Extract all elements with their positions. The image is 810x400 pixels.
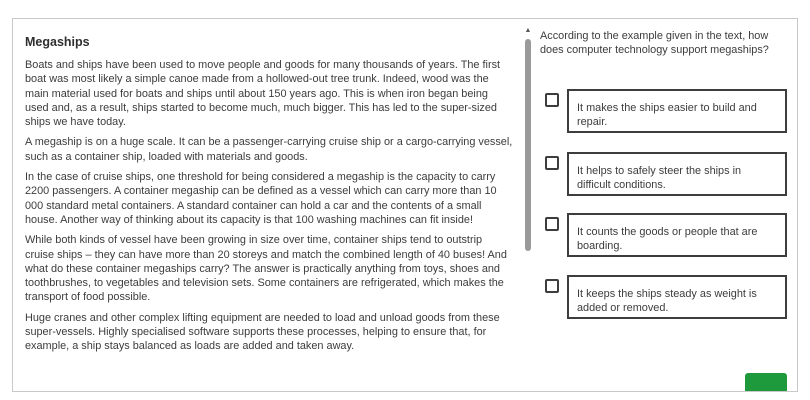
- passage-paragraph: While both kinds of vessel have been growing in size over time, container ships tend to outstrip cruise ships – they can have more than 20 storeys and match the combined length of 40 buses! And what do these container megaships carry? The answer is practically anything from toys, shoes and toothbrushes, to vegetables and television sets. Some containers are refrigerated, which makes the transport of food possible.: [25, 234, 507, 304]
- option-label[interactable]: It counts the goods or people that are boarding.: [567, 213, 787, 257]
- answer-option[interactable]: [545, 89, 787, 137]
- option-label[interactable]: It helps to safely steer the ships in difficult conditions.: [567, 152, 787, 196]
- option-checkbox[interactable]: [545, 279, 559, 293]
- answer-option[interactable]: [545, 275, 787, 323]
- passage-paragraph: Boats and ships have been used to move people and goods for many thousands of years. The first boat was most likely a simple canoe made from a hollowed-out tree trunk. Indeed, wood was the main material used for boats and ships until about 150 years ago. This is when iron began being used and, as a result, ships started to become much, much bigger. This has led to the super-sized ships we have today.: [25, 59, 501, 129]
- reading-task-panel: [12, 18, 798, 392]
- passage-scrollbar[interactable]: [524, 27, 532, 389]
- passage-paragraph: A megaship is on a huge scale. It can be a passenger-carrying cruise ship or a cargo-carrying vessel, such as a container ship, loaded with materials and goods.: [25, 136, 513, 163]
- passage-pane[interactable]: [13, 19, 523, 391]
- option-label[interactable]: It makes the ships easier to build and repair.: [567, 89, 787, 133]
- option-checkbox[interactable]: [545, 156, 559, 170]
- passage-paragraph: In the case of cruise ships, one threshold for being considered a megaship is the capacity to carry 2200 passengers. A container megaship can be defined as a vessel which can carry more than 10 000 standard metal containers. A standard container can hold a car and the contents of a small house. Another way of thinking about its capacity is that 100 washing machines can fit inside!: [25, 171, 497, 226]
- option-label[interactable]: It keeps the ships steady as weight is added or removed.: [567, 275, 787, 319]
- passage-title: Megaships: [25, 35, 90, 49]
- scroll-up-icon[interactable]: ▲: [524, 27, 532, 34]
- scrollbar-thumb[interactable]: [525, 39, 531, 251]
- answer-option[interactable]: [545, 152, 787, 200]
- next-button[interactable]: [745, 373, 787, 392]
- question-prompt: According to the example given in the text, how does computer technology support megaships?: [540, 30, 769, 57]
- answer-option[interactable]: [545, 213, 787, 261]
- passage-paragraph: Huge cranes and other complex lifting equipment are needed to load and unload goods from these super-vessels. Highly specialised software supports these processes, helping to ensure that, for example, a ship stays balanced as loads are added and taken away.: [25, 311, 500, 353]
- option-checkbox[interactable]: [545, 93, 559, 107]
- option-checkbox[interactable]: [545, 217, 559, 231]
